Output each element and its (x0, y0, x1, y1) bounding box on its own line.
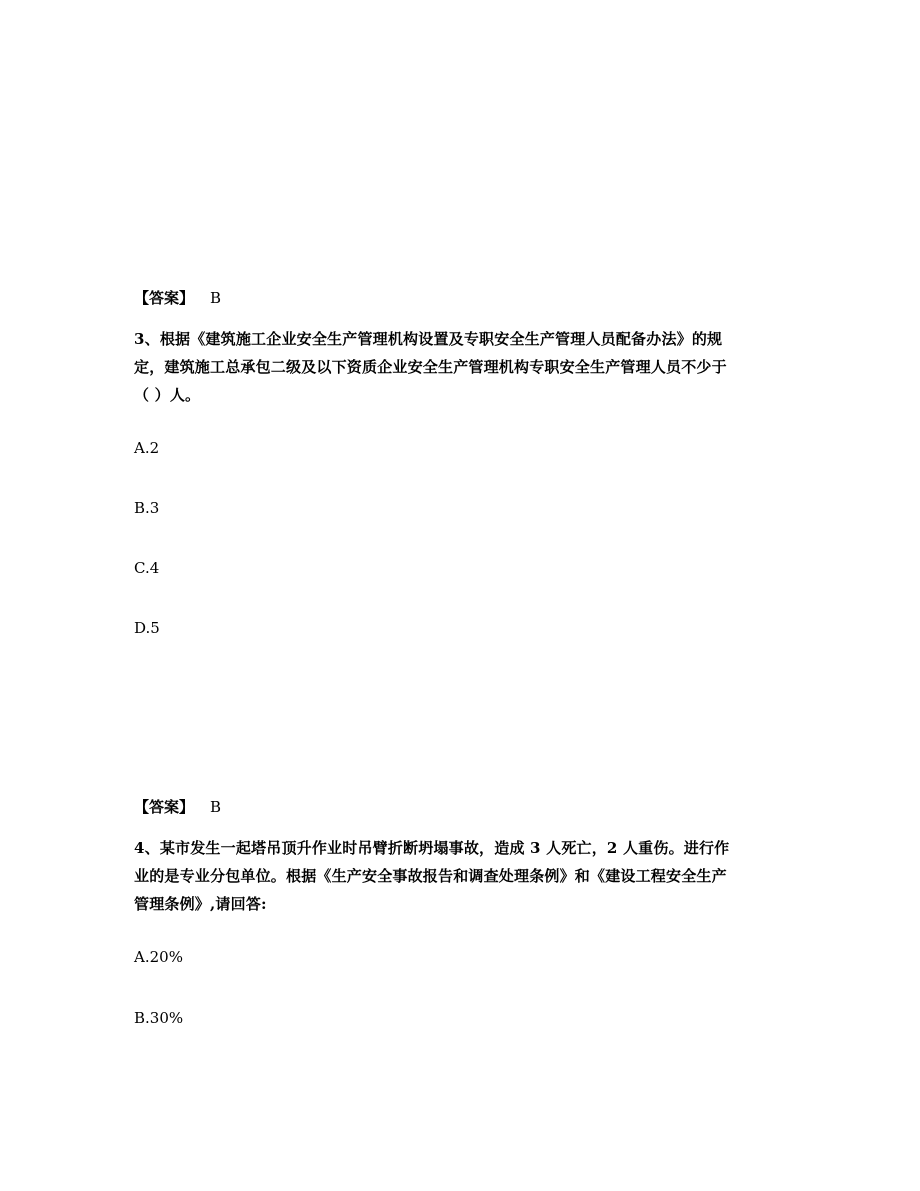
question-3-option-b: B.3 (134, 499, 160, 517)
answer-value: B (210, 289, 222, 307)
answer-label: 【答案】 (134, 798, 195, 816)
answer-value: B (210, 798, 222, 816)
question-3-option-c: C.4 (134, 559, 160, 577)
question-4-line-1: 4、某市发生一起塔吊顶升作业时吊臂折断坍塌事故，造成 3 人死亡，2 人重伤。进行作 (134, 839, 730, 857)
question-3-line-2: 定，建筑施工总承包二级及以下资质企业安全生产管理机构专职安全生产管理人员不少于 (134, 358, 727, 376)
answer-line-q2 (134, 288, 221, 308)
question-4-option-a: A.20% (134, 948, 183, 966)
question-3-text (134, 325, 784, 409)
answer-line-q3 (134, 797, 221, 817)
question-3-line-3: （ ）人。 (134, 386, 201, 404)
question-4-line-2: 业的是专业分包单位。根据《生产安全事故报告和调查处理条例》和《建设工程安全生产 (134, 867, 727, 885)
question-3-option-d: D.5 (134, 619, 160, 637)
question-3-line-1: 3、根据《建筑施工企业安全生产管理机构设置及专职安全生产管理人员配备办法》的规 (134, 330, 723, 348)
question-4-text (134, 834, 784, 918)
answer-label: 【答案】 (134, 289, 195, 307)
question-4-line-3: 管理条例》,请回答: (134, 895, 267, 913)
question-3-option-a: A.2 (134, 439, 160, 457)
question-4-option-b: B.30% (134, 1009, 184, 1027)
